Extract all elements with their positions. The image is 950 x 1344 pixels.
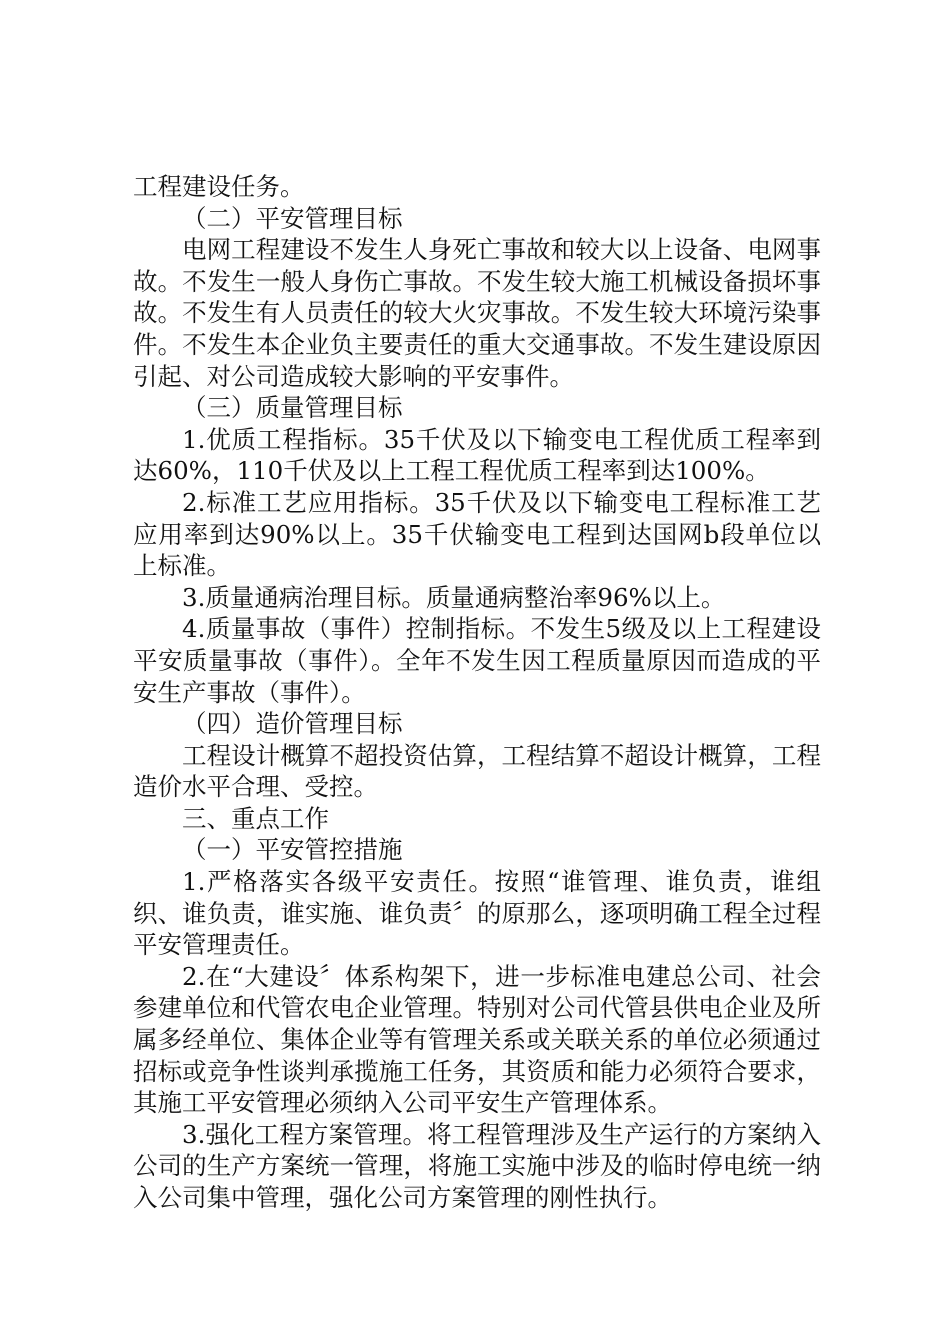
- section-heading: （二）平安管理目标: [182, 203, 403, 233]
- paragraph: 2.标准工艺应用指标。35千伏及以下输变电工程标准工艺应用率到达90%以上。35千伏输变电工程到达国网b段单位以上标准。: [133, 487, 821, 581]
- paragraph: 电网工程建设不发生人身死亡事故和较大以上设备、电网事故。不发生一般人身伤亡事故。不发生较大施工机械设备损坏事故。不发生有人员责任的较大火灾事故。不发生较大环境污染事件。不发生本企业负主要责任的重大交通事故。不发生建设原因引起、对公司造成较大影响的平安事件。: [133, 235, 821, 391]
- section-heading: 三、重点工作: [182, 803, 329, 833]
- document-body: [133, 171, 821, 1214]
- paragraph: 工程建设任务。: [133, 172, 305, 201]
- paragraph: 1.优质工程指标。35千伏及以下输变电工程优质工程率到达60%，110千伏及以上工程工程优质工程率到达100%。: [133, 424, 821, 486]
- paragraph: 2.在“大建设〞体系构架下，进一步标准电建总公司、社会参建单位和代管农电企业管理。特别对公司代管县供电企业及所属多经单位、集体企业等有管理关系或关联关系的单位必须通过招标或竞争性谈判承揽施工任务，其资质和能力必须符合要求，其施工平安管理必须纳入公司平安生产管理体系。: [133, 961, 821, 1118]
- section-heading: （四）造价管理目标: [182, 709, 403, 739]
- paragraph: 4.质量事故（事件）控制指标。不发生5级及以上工程建设平安质量事故（事件）。全年不发生因工程质量原因而造成的平安生产事故（事件）。: [133, 614, 821, 707]
- paragraph: 3.强化工程方案管理。将工程管理涉及生产运行的方案纳入公司的生产方案统一管理，将施工实施中涉及的临时停电统一纳入公司集中管理，强化公司方案管理的刚性执行。: [133, 1119, 821, 1212]
- paragraph: 1.严格落实各级平安责任。按照“谁管理、谁负责，谁组织、谁负责，谁实施、谁负责〞的原那么，逐项明确工程全过程平安管理责任。: [133, 867, 821, 960]
- section-heading: （一）平安管控措施: [182, 835, 403, 865]
- paragraph: 工程设计概算不超投资估算，工程结算不超设计概算，工程造价水平合理、受控。: [133, 740, 821, 802]
- paragraph: 3.质量通病治理目标。质量通病整治率96%以上。: [182, 582, 726, 612]
- section-heading: （三）质量管理目标: [182, 393, 403, 423]
